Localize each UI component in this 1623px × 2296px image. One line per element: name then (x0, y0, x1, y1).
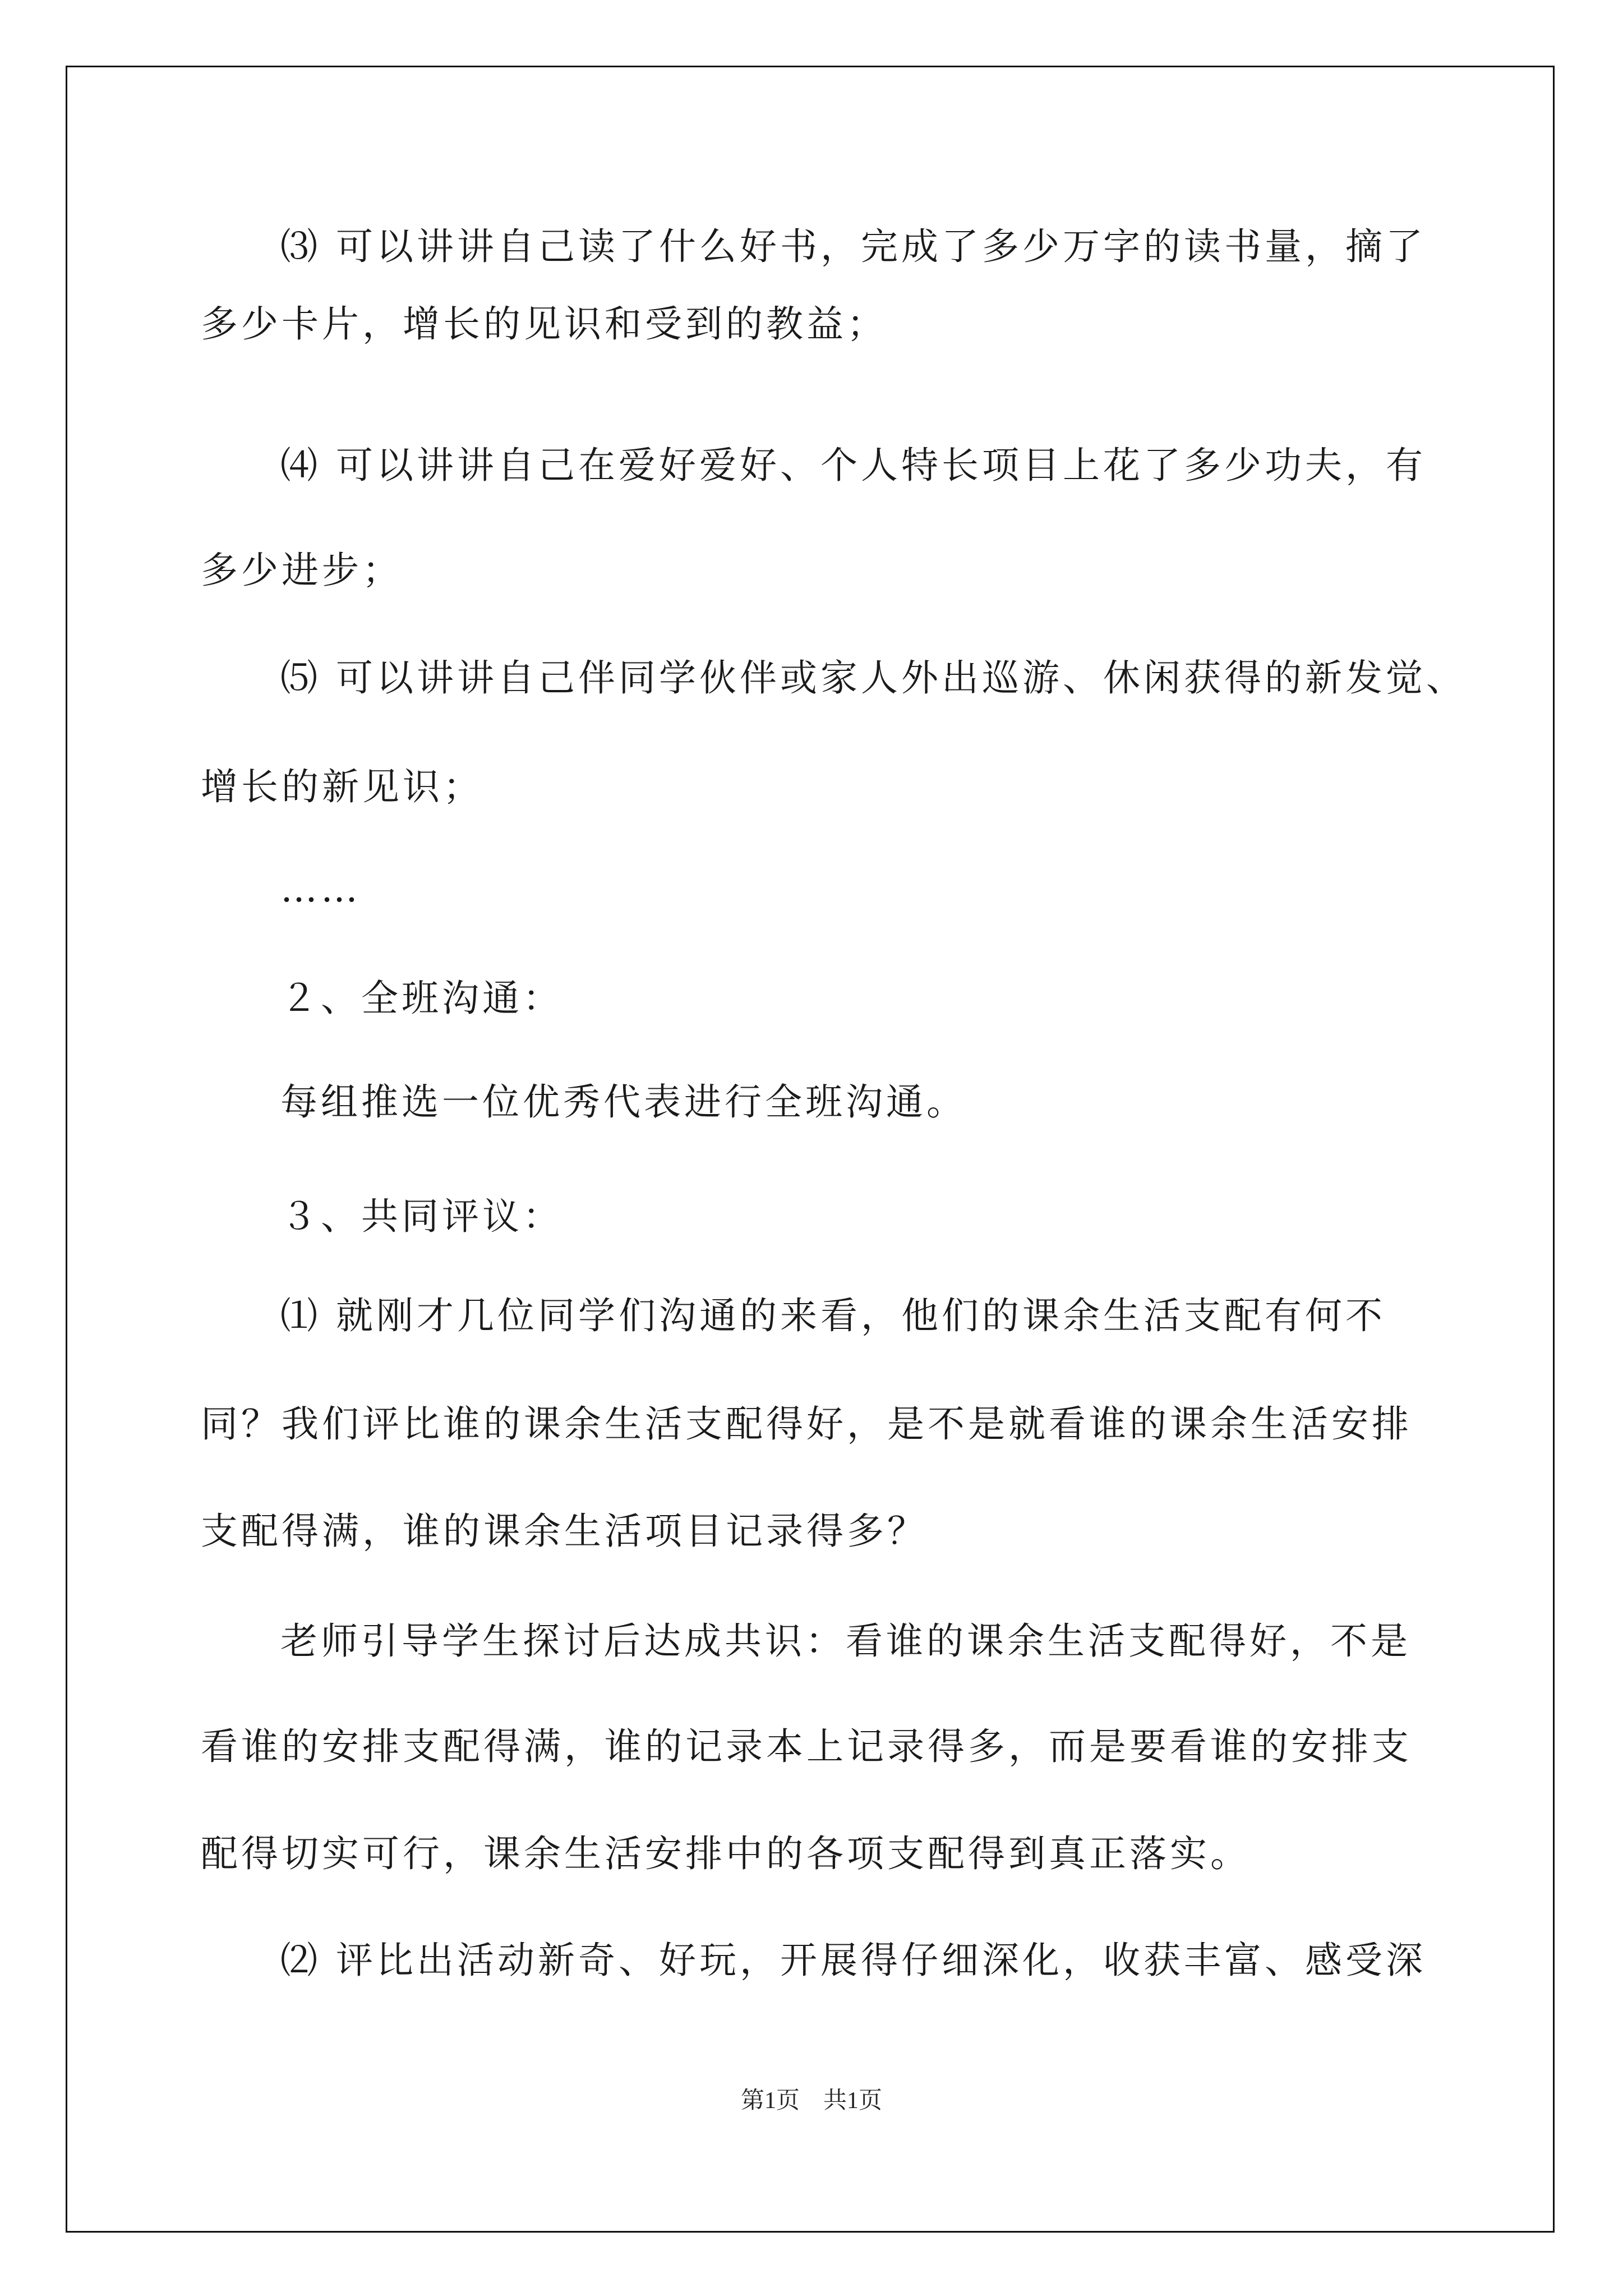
ellipsis-line: …… (280, 867, 361, 910)
page-border (66, 66, 1555, 2233)
section-heading: ２、全班沟通： (280, 977, 563, 1020)
paragraph-line: 增长的新见识； (201, 765, 483, 808)
paragraph-line: ⑶ 可以讲讲自己读了什么好书，完成了多少万字的读书量，摘了 (280, 225, 1426, 268)
paragraph-line: 配得切实可行，课余生活安排中的各项支配得到真正落实。 (201, 1832, 1251, 1875)
section-heading: ３、共同评议： (280, 1195, 563, 1238)
paragraph-line: ⑷ 可以讲讲自己在爱好爱好、个人特长项目上花了多少功夫，有 (280, 444, 1426, 487)
paragraph-line: 同？我们评比谁的课余生活支配得好，是不是就看谁的课余生活安排 (201, 1402, 1412, 1446)
paragraph-line: 多少进步； (201, 549, 403, 592)
paragraph-line: ⑴ 就刚才几位同学们沟通的来看，他们的课余生活支配有何不 (280, 1294, 1386, 1337)
paragraph-line: 看谁的安排支配得满，谁的记录本上记录得多，而是要看谁的安排支 (201, 1725, 1412, 1768)
paragraph-line: ⑸ 可以讲讲自己伴同学伙伴或家人外出巡游、休闲获得的新发觉、 (280, 656, 1467, 700)
paragraph-line: 支配得满，谁的课余生活项目记录得多？ (201, 1510, 928, 1553)
page-footer: 第1页 共1页 (740, 2088, 882, 2114)
paragraph-line: 老师引导学生探讨后达成共识：看谁的课余生活支配得好，不是 (280, 1619, 1411, 1663)
paragraph-line: ⑵ 评比出活动新奇、好玩，开展得仔细深化，收获丰富、感受深 (280, 1939, 1426, 1982)
paragraph-line: 每组推选一位优秀代表进行全班沟通。 (280, 1080, 967, 1124)
paragraph-line: 多少卡片，增长的见识和受到的教益； (201, 302, 887, 346)
